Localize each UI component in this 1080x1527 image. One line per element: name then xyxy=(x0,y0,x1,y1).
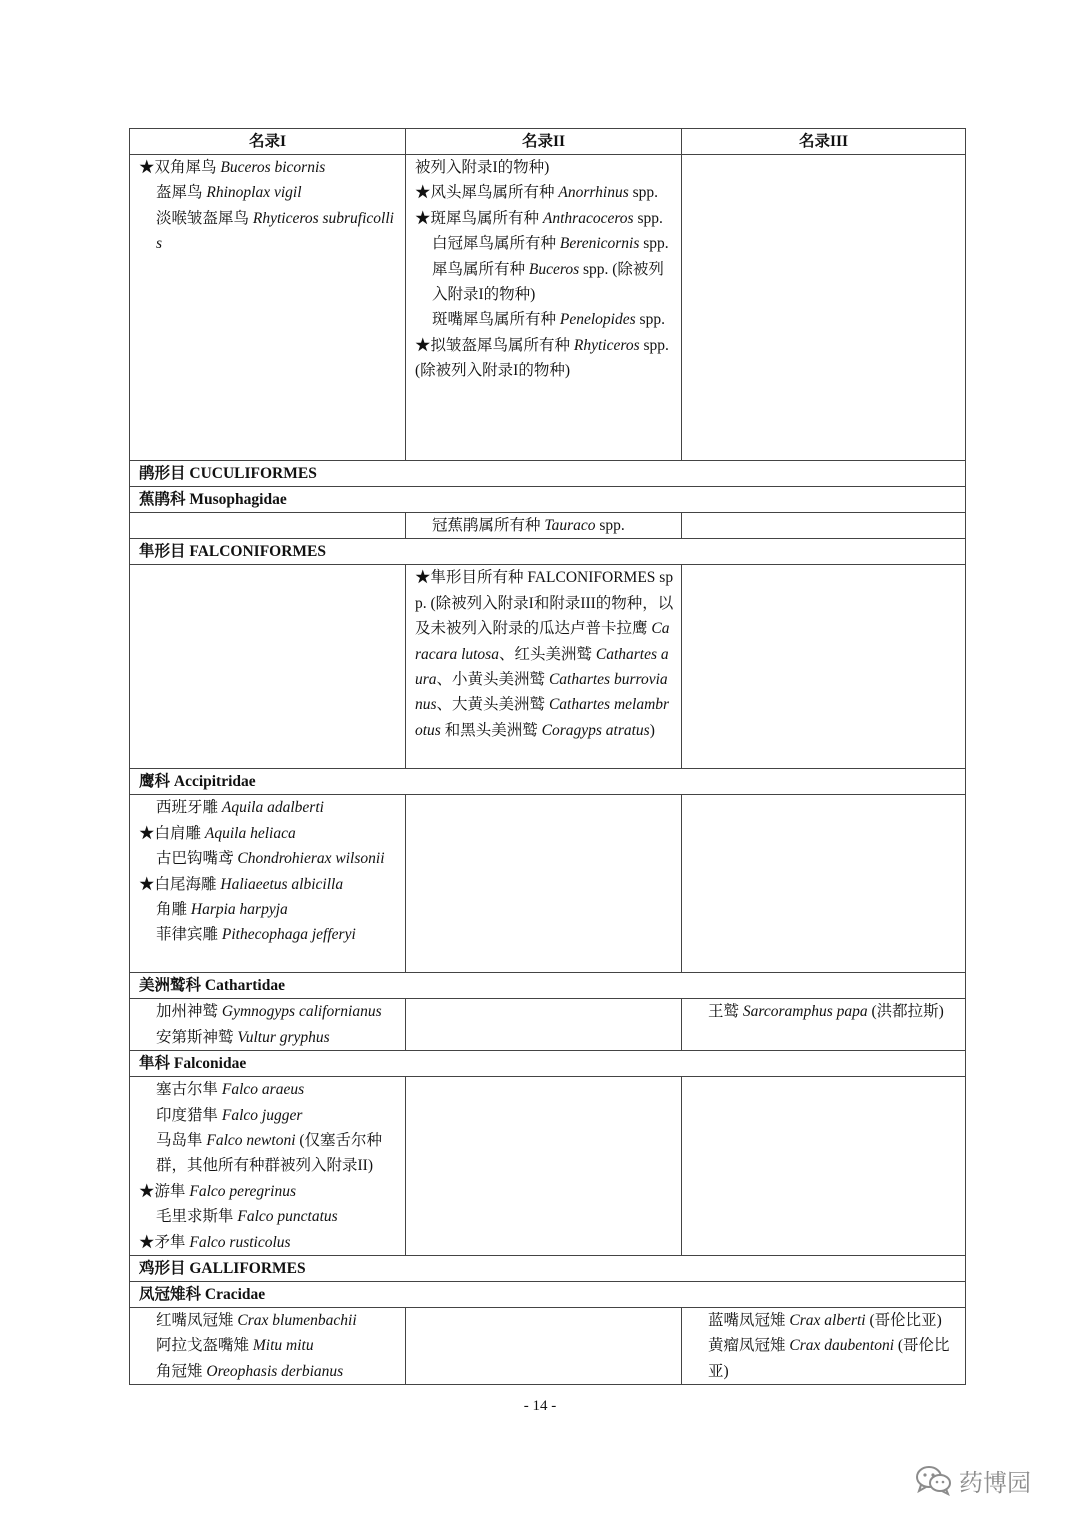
list-item xyxy=(691,1308,959,1333)
list-item xyxy=(415,155,675,180)
scientific-name: Anorrhinus xyxy=(558,184,629,202)
list-item xyxy=(139,1230,399,1255)
falconidae-appendix-3 xyxy=(682,1077,966,1256)
species-common-name: 双角犀鸟 xyxy=(154,159,221,176)
cracidae-appendix-3 xyxy=(682,1308,966,1385)
species-note: spp. (除被列入附录I的物种) xyxy=(415,336,669,380)
species-common-name: 角雕 xyxy=(156,901,191,919)
species-common-name: 白尾海雕 xyxy=(154,875,221,893)
falconiformes-appendix-2 xyxy=(406,565,682,769)
scientific-name: Tauraco xyxy=(544,517,596,534)
list-item xyxy=(139,846,399,871)
species-common-name: 古巴钩嘴鸢 xyxy=(156,850,238,868)
scientific-name: Buceros bicornis xyxy=(220,159,326,176)
list-item xyxy=(139,999,399,1024)
species-common-name: 安第斯神鹫 xyxy=(156,1028,238,1046)
scientific-name: Penelopides xyxy=(559,311,636,329)
scientific-name: Chondrohierax wilsonii xyxy=(237,850,385,868)
family-row xyxy=(130,769,966,795)
list-item xyxy=(139,180,399,205)
star-marker: ★ xyxy=(415,569,431,587)
species-note: spp. xyxy=(635,311,665,329)
scientific-name: Falco rusticolus xyxy=(189,1233,291,1251)
scientific-name: Cathartes aura xyxy=(415,645,669,689)
list-item xyxy=(139,1359,399,1384)
hornbill-appendix-1 xyxy=(130,155,406,461)
falconiformes-appendix-1 xyxy=(130,565,406,769)
cracidae-appendix-1 xyxy=(130,1308,406,1385)
star-marker: ★ xyxy=(415,184,431,202)
species-note: (哥伦比亚) xyxy=(708,1337,950,1380)
hornbill-appendix-2 xyxy=(406,155,682,461)
cathartidae-appendix-1 xyxy=(130,999,406,1051)
star-marker: ★ xyxy=(139,824,155,842)
musophagidae-appendix-3 xyxy=(682,513,966,539)
list-item xyxy=(139,1103,399,1128)
species-common-name: 盔犀鸟 xyxy=(156,184,207,202)
scientific-name: Cathartes burrovianus xyxy=(415,671,668,714)
order-cuculiformes: 鹃形目 CUCULIFORMES xyxy=(130,461,966,487)
species-common-name: 黄瘤凤冠雉 xyxy=(708,1337,790,1355)
list-item xyxy=(415,565,675,743)
family-row xyxy=(130,487,966,513)
list-item xyxy=(139,821,399,846)
table-row xyxy=(130,155,966,461)
scientific-name: Falco araeus xyxy=(221,1081,305,1099)
list-item xyxy=(139,1333,399,1358)
order-falconiformes: 隼形目 FALCONIFORMES xyxy=(130,539,966,565)
species-note: spp. xyxy=(633,209,663,227)
watermark xyxy=(915,1460,1031,1500)
family-cracidae: 凤冠雉科 Cracidae xyxy=(130,1282,966,1308)
scientific-name: Buceros xyxy=(528,260,580,278)
list-item xyxy=(139,1128,399,1179)
scientific-name: Rhyticeros subruficollis xyxy=(156,209,394,253)
list-item xyxy=(691,999,959,1024)
cites-appendix-table xyxy=(129,128,966,1385)
species-note: spp. xyxy=(639,235,669,253)
scientific-name: Haliaeetus albicilla xyxy=(220,875,344,893)
family-falconidae: 隼科 Falconidae xyxy=(130,1051,966,1077)
species-common-name: 斑嘴犀鸟属所有种 xyxy=(432,311,560,329)
scientific-name: Mitu mitu xyxy=(252,1337,314,1355)
species-text: 和黑头美洲鹫 xyxy=(440,721,542,739)
scientific-name: Aquila heliaca xyxy=(204,824,296,842)
cathartidae-appendix-2 xyxy=(406,999,682,1051)
scientific-name: Sarcoramphus papa xyxy=(742,1003,868,1021)
list-item xyxy=(415,206,675,231)
family-accipitridae: 鹰科 Accipitridae xyxy=(130,769,966,795)
scientific-name: Falco newtoni xyxy=(206,1132,296,1150)
species-common-name: 塞古尔隼 xyxy=(156,1081,222,1099)
list-item xyxy=(139,1077,399,1102)
order-row xyxy=(130,1256,966,1282)
scientific-name: Falco peregrinus xyxy=(189,1182,297,1200)
list-item xyxy=(139,1308,399,1333)
order-row xyxy=(130,539,966,565)
scientific-name: Cathartes melambrotus xyxy=(415,696,670,739)
species-note: spp. xyxy=(595,517,625,534)
species-common-name: 矛隼 xyxy=(154,1233,190,1251)
list-item xyxy=(415,333,675,384)
table-row xyxy=(130,795,966,973)
species-common-name: 王鹫 xyxy=(708,1003,743,1021)
species-text: 隼形目所有种 FALCONIFORMES spp. (除被列入附录I和附录III的物种，以及未被列入附录的瓜达卢普卡拉鹰 xyxy=(415,569,674,638)
hornbill-appendix-3 xyxy=(682,155,966,461)
species-note: (仅塞舌尔种群，其他所有种群被列入附录II) xyxy=(156,1132,383,1175)
accipitridae-appendix-3 xyxy=(682,795,966,973)
table-row xyxy=(130,999,966,1051)
species-common-name: 淡喉皱盔犀鸟 xyxy=(156,209,253,227)
star-marker: ★ xyxy=(139,159,155,176)
scientific-name: Gymnogyps californianus xyxy=(221,1003,382,1021)
species-common-name: 毛里求斯隼 xyxy=(156,1208,238,1226)
list-item xyxy=(139,897,399,922)
scientific-name: Pithecophaga jefferyi xyxy=(221,926,356,944)
family-row xyxy=(130,1282,966,1308)
list-item xyxy=(139,155,399,180)
species-common-name: 西班牙雕 xyxy=(156,799,222,817)
species-note: spp. xyxy=(628,184,659,202)
list-item xyxy=(139,1204,399,1229)
scientific-name: Vultur gryphus xyxy=(237,1028,330,1046)
species-text: 、红头美洲鹫 xyxy=(498,645,596,663)
falconiformes-appendix-3 xyxy=(682,565,966,769)
species-note: (哥伦比亚) xyxy=(865,1312,942,1330)
scientific-name: Falco punctatus xyxy=(237,1208,338,1226)
species-common-name: 角冠雉 xyxy=(156,1362,207,1380)
star-marker: ★ xyxy=(139,875,155,893)
wechat-icon xyxy=(915,1464,953,1496)
species-text: 、大黄头美洲鹫 xyxy=(436,696,549,714)
list-item xyxy=(415,180,675,205)
species-common-name: 菲律宾雕 xyxy=(156,926,222,944)
species-common-name: 加州神鹫 xyxy=(156,1003,222,1021)
star-marker: ★ xyxy=(139,1182,155,1200)
species-common-name: 蓝嘴凤冠雉 xyxy=(708,1312,790,1330)
accipitridae-appendix-1 xyxy=(130,795,406,973)
star-marker: ★ xyxy=(415,209,431,227)
list-item xyxy=(139,1179,399,1204)
musophagidae-appendix-2 xyxy=(406,513,682,539)
species-common-name: 马岛隼 xyxy=(156,1132,207,1150)
list-item xyxy=(139,795,399,820)
list-item xyxy=(139,922,399,947)
table-row xyxy=(130,1308,966,1385)
list-item xyxy=(139,872,399,897)
order-row xyxy=(130,461,966,487)
family-row xyxy=(130,1051,966,1077)
species-text: ) xyxy=(649,721,655,739)
falconidae-appendix-2 xyxy=(406,1077,682,1256)
table-row xyxy=(130,565,966,769)
list-item xyxy=(139,1025,399,1050)
scientific-name: Crax alberti xyxy=(789,1312,866,1330)
star-marker: ★ xyxy=(415,336,431,354)
species-common-name: 印度猎隼 xyxy=(156,1106,222,1124)
list-item xyxy=(415,513,675,538)
species-note: spp. (除被列入附录I的物种) xyxy=(432,260,664,304)
scientific-name: Crax daubentoni xyxy=(789,1337,895,1355)
musophagidae-appendix-1 xyxy=(130,513,406,539)
species-common-name: 犀鸟属所有种 xyxy=(432,260,529,278)
scientific-name: Oreophasis derbianus xyxy=(206,1362,344,1380)
page-number: - 14 - xyxy=(523,1398,557,1414)
list-item xyxy=(415,307,675,332)
list-item xyxy=(415,231,675,256)
order-galliformes: 鸡形目 GALLIFORMES xyxy=(130,1256,966,1282)
header-appendix-3: 名录III xyxy=(682,129,966,155)
scientific-name: Coragyps atratus xyxy=(541,721,650,739)
species-common-name: 拟皱盔犀鸟属所有种 xyxy=(430,336,574,354)
species-common-name: 冠蕉鹃属所有种 xyxy=(432,517,545,534)
scientific-name: Crax blumenbachii xyxy=(237,1312,357,1330)
scientific-name: Caracara lutosa xyxy=(415,620,670,663)
star-marker: ★ xyxy=(139,1233,155,1251)
scientific-name: Falco jugger xyxy=(221,1106,303,1124)
falconidae-appendix-1 xyxy=(130,1077,406,1256)
scientific-name: Rhinoplax vigil xyxy=(206,184,302,202)
family-musophagidae: 蕉鹃科 Musophagidae xyxy=(130,487,966,513)
scientific-name: Aquila adalberti xyxy=(221,799,324,817)
species-common-name: 斑犀鸟属所有种 xyxy=(430,209,543,227)
species-common-name: 白肩雕 xyxy=(154,824,205,842)
family-row xyxy=(130,973,966,999)
species-common-name: 白冠犀鸟属所有种 xyxy=(432,235,560,253)
scientific-name: Berenicornis xyxy=(559,235,640,253)
scientific-name: Anthracoceros xyxy=(542,209,634,227)
header-appendix-1: 名录I xyxy=(130,129,406,155)
species-note: (洪都拉斯) xyxy=(867,1003,944,1021)
species-common-name: 阿拉戈盔嘴雉 xyxy=(156,1337,253,1355)
species-common-name: 红嘴凤冠雉 xyxy=(156,1312,238,1330)
watermark-text: 药博园 xyxy=(959,1468,1031,1497)
species-common-name: 被列入附录I的物种) xyxy=(415,159,550,176)
list-item xyxy=(691,1333,959,1384)
table-row xyxy=(130,1077,966,1256)
cracidae-appendix-2 xyxy=(406,1308,682,1385)
table-row xyxy=(130,513,966,539)
scientific-name: Rhyticeros xyxy=(573,336,640,354)
header-appendix-2: 名录II xyxy=(406,129,682,155)
cathartidae-appendix-3 xyxy=(682,999,966,1051)
list-item xyxy=(139,206,399,257)
scientific-name: Harpia harpyja xyxy=(190,901,288,919)
list-item xyxy=(415,257,675,308)
species-common-name: 风头犀鸟属所有种 xyxy=(430,184,559,202)
species-text: 、小黄头美洲鹫 xyxy=(436,671,549,689)
family-cathartidae: 美洲鹫科 Cathartidae xyxy=(130,973,966,999)
table-header-row xyxy=(130,129,966,155)
accipitridae-appendix-2 xyxy=(406,795,682,973)
species-common-name: 游隼 xyxy=(154,1182,190,1200)
